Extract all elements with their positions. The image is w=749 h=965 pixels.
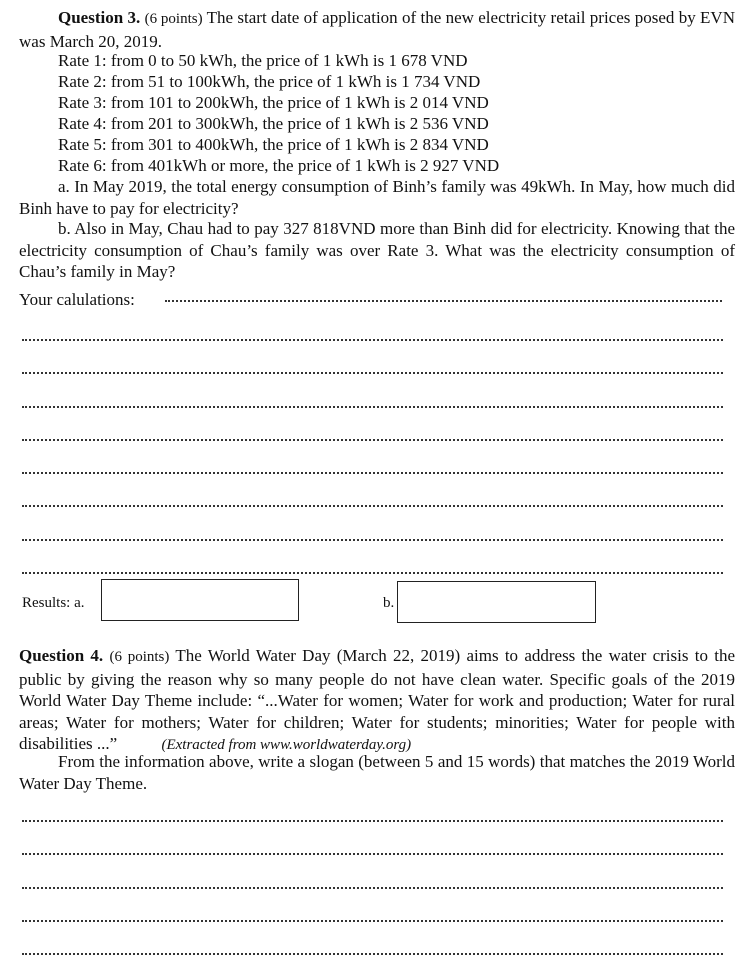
question4-text: The World Water Day (March 22, 2019) aims to address the water crisis to the public by giving the reason why so many people do not have clean water. Specific goals of the 2019 World Water Day Theme include: “...Water for women; Water for work and production; Water for rural areas; Water for mothers; Water for children; Water for students; minorities; Water for people with disabilities ...” [19,646,735,753]
calculations-line-8[interactable] [22,537,723,541]
calculations-line-5[interactable] [22,437,723,441]
slogan-line-1[interactable] [22,818,723,822]
rate-3: Rate 3: from 101 to 200kWh, the price of 1 kWh is 2 014 VND [58,93,489,112]
slogan-line-2[interactable] [22,851,723,855]
rate-4: Rate 4: from 201 to 300kWh, the price of 1 kWh is 2 536 VND [58,114,489,133]
question4-body [19,645,735,757]
slogan-line-5[interactable] [22,951,723,955]
rate-2: Rate 2: from 51 to 100kWh, the price of 1 kWh is 1 734 VND [58,72,481,91]
question3-part-a: a. In May 2019, the total energy consumption of Binh’s family was 49kWh. In May, how much did Binh have to pay for electricity? [19,177,735,218]
result-a-box[interactable] [101,579,299,621]
question4-points: (6 points) [109,649,170,665]
question3-intro [19,7,735,52]
question4-label: Question 4. [19,646,104,665]
question3-points: (6 points) [144,11,203,27]
question4-source: (Extracted from www.worldwaterday.org) [161,737,412,753]
question3-part-b: b. Also in May, Chau had to pay 327 818VND more than Binh did for electricity. Knowing that the electricity consumption of Chau’s family was over Rate 3. What was the electricity consumption of Chau’s family in May? [19,219,735,281]
calculations-line-3[interactable] [22,370,723,374]
calculations-line-9[interactable] [22,570,723,574]
calculations-line-6[interactable] [22,470,723,474]
rate-1: Rate 1: from 0 to 50 kWh, the price of 1 kWh is 1 678 VND [58,51,468,70]
result-b-box[interactable] [397,581,596,623]
results-b-label: b. [383,595,395,611]
slogan-line-3[interactable] [22,885,723,889]
calculations-line-7[interactable] [22,503,723,507]
slogan-line-4[interactable] [22,918,723,922]
calculations-line-4[interactable] [22,404,723,408]
calculations-line-2[interactable] [22,337,723,341]
question4-instruction: From the information above, write a slogan (between 5 and 15 words) that matches the 2019 World Water Day Theme. [19,752,735,793]
question3-label: Question 3. [58,8,141,27]
calculations-line-1[interactable] [165,300,722,302]
rate-6: Rate 6: from 401kWh or more, the price of 1 kWh is 2 927 VND [58,156,500,175]
results-a-label: Results: a. [22,595,85,611]
rate-5: Rate 5: from 301 to 400kWh, the price of 1 kWh is 2 834 VND [58,135,489,154]
calculations-label: Your calulations: [19,290,135,309]
question3-intro-text: The start date of application of the new electricity retail prices posed by EVN was March 20, 2019. [19,8,735,51]
